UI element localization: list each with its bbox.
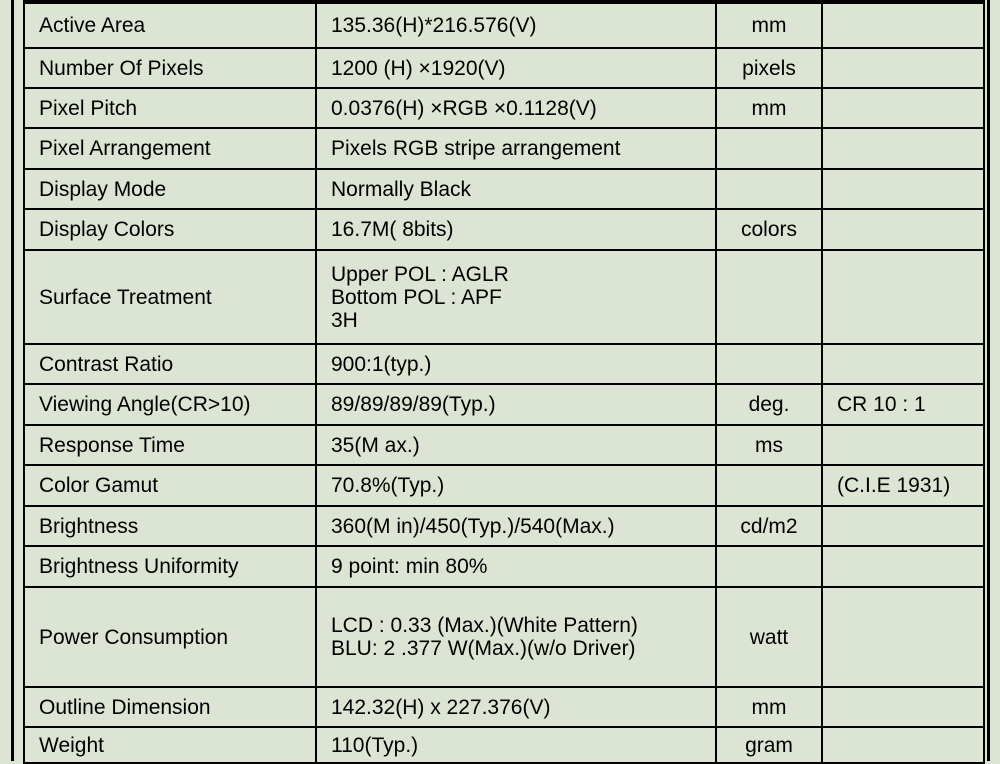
spec-value: Upper POL : AGLR	[331, 262, 509, 286]
spec-note	[822, 250, 984, 344]
spec-note	[822, 546, 984, 587]
table-row	[24, 48, 984, 88]
spec-item-label: Weight	[24, 727, 316, 763]
spec-value: Normally Black	[331, 177, 472, 201]
spec-unit: watt	[716, 587, 822, 687]
spec-item-label: Brightness	[24, 506, 316, 546]
spec-note	[822, 48, 984, 88]
spec-unit: gram	[716, 727, 822, 763]
spec-item-label: Outline Dimension	[24, 687, 316, 727]
spec-value-cell	[316, 546, 716, 587]
frame-left-border	[11, 0, 14, 761]
spec-note: CR 10 : 1	[822, 384, 984, 425]
spec-item-label: Color Gamut	[24, 465, 316, 506]
table-row	[24, 425, 984, 465]
spec-unit: ms	[716, 425, 822, 465]
spec-note	[822, 727, 984, 763]
spec-item-label: Display Colors	[24, 209, 316, 250]
spec-note	[822, 88, 984, 128]
spec-value-cell	[316, 687, 716, 727]
spec-value: BLU: 2 .377 W(Max.)(w/o Driver)	[331, 637, 636, 660]
spec-value: 70.8%(Typ.)	[331, 474, 445, 497]
spec-value-cell	[316, 587, 716, 687]
spec-value-cell	[316, 48, 716, 88]
spec-note	[822, 169, 984, 209]
spec-unit	[716, 546, 822, 587]
spec-value-cell	[316, 384, 716, 425]
spec-value: 1200 (H) ×1920(V)	[331, 56, 506, 80]
spec-value: 9 point: min 80%	[331, 555, 488, 578]
spec-value: 0.0376(H) ×RGB ×0.1128(V)	[331, 96, 597, 120]
spec-value: 135.36(H)*216.576(V)	[331, 14, 537, 37]
spec-value: LCD : 0.33 (Max.)(White Pattern)	[331, 614, 638, 637]
spec-item-label: Response Time	[24, 425, 316, 465]
spec-item-label: Display Mode	[24, 169, 316, 209]
spec-note	[822, 209, 984, 250]
table-row	[24, 587, 984, 687]
spec-value: 16.7M( 8bits)	[331, 218, 454, 241]
spec-note	[822, 344, 984, 384]
spec-unit: cd/m2	[716, 506, 822, 546]
spec-note: (C.I.E 1931)	[822, 465, 984, 506]
spec-unit: colors	[716, 209, 822, 250]
spec-value-cell	[316, 169, 716, 209]
spec-unit	[716, 250, 822, 344]
frame-right-border	[987, 0, 990, 761]
table-row	[24, 687, 984, 727]
table-row	[24, 209, 984, 250]
spec-item-label: Brightness Uniformity	[24, 546, 316, 587]
spec-value: Pixels RGB stripe arrangement	[331, 137, 621, 160]
spec-unit	[716, 344, 822, 384]
table-row	[24, 384, 984, 425]
spec-item-label: Contrast Ratio	[24, 344, 316, 384]
spec-item-label: Number Of Pixels	[24, 48, 316, 88]
spec-value-cell	[316, 425, 716, 465]
spec-value-cell	[316, 209, 716, 250]
spec-value-cell	[316, 2, 716, 48]
spec-value-cell	[316, 344, 716, 384]
spec-value-cell	[316, 727, 716, 763]
spec-value: 110(Typ.)	[331, 733, 419, 757]
spec-value-cell	[316, 128, 716, 169]
spec-note	[822, 2, 984, 48]
spec-note	[822, 425, 984, 465]
spec-unit: mm	[716, 88, 822, 128]
table-row	[24, 88, 984, 128]
table-row	[24, 546, 984, 587]
spec-unit: deg.	[716, 384, 822, 425]
spec-value: 35(M ax.)	[331, 433, 420, 457]
spec-note	[822, 687, 984, 727]
spec-unit	[716, 128, 822, 169]
spec-unit: pixels	[716, 48, 822, 88]
spec-item-label: Viewing Angle(CR>10)	[24, 384, 316, 425]
spec-value: 360(M in)/450(Typ.)/540(Max.)	[331, 514, 615, 538]
table-row	[24, 128, 984, 169]
spec-item-label: Pixel Arrangement	[24, 128, 316, 169]
spec-value-cell	[316, 506, 716, 546]
spec-item-label: Surface Treatment	[24, 250, 316, 344]
spec-item-label: Power Consumption	[24, 587, 316, 687]
spec-unit: mm	[716, 687, 822, 727]
spec-unit	[716, 465, 822, 506]
table-row	[24, 506, 984, 546]
table-row	[24, 2, 984, 48]
spec-table-body	[24, 2, 984, 763]
spec-value: 89/89/89/89(Typ.)	[331, 393, 496, 416]
table-row	[24, 465, 984, 506]
spec-value: 900:1(typ.)	[331, 352, 432, 376]
spec-item-label: Pixel Pitch	[24, 88, 316, 128]
spec-item-label: Active Area	[24, 2, 316, 48]
table-row	[24, 727, 984, 763]
spec-unit	[716, 169, 822, 209]
spec-value-cell	[316, 88, 716, 128]
spec-value: 142.32(H) x 227.376(V)	[331, 695, 551, 719]
spec-value: Bottom POL : APF	[331, 285, 502, 309]
spec-note	[822, 587, 984, 687]
table-row	[24, 250, 984, 344]
table-row	[24, 169, 984, 209]
spec-value-cell	[316, 465, 716, 506]
spec-note	[822, 506, 984, 546]
spec-note	[822, 128, 984, 169]
spec-table	[23, 0, 985, 764]
spec-unit: mm	[716, 2, 822, 48]
spec-value-cell	[316, 250, 716, 344]
spec-value: 3H	[331, 308, 358, 332]
table-row	[24, 344, 984, 384]
